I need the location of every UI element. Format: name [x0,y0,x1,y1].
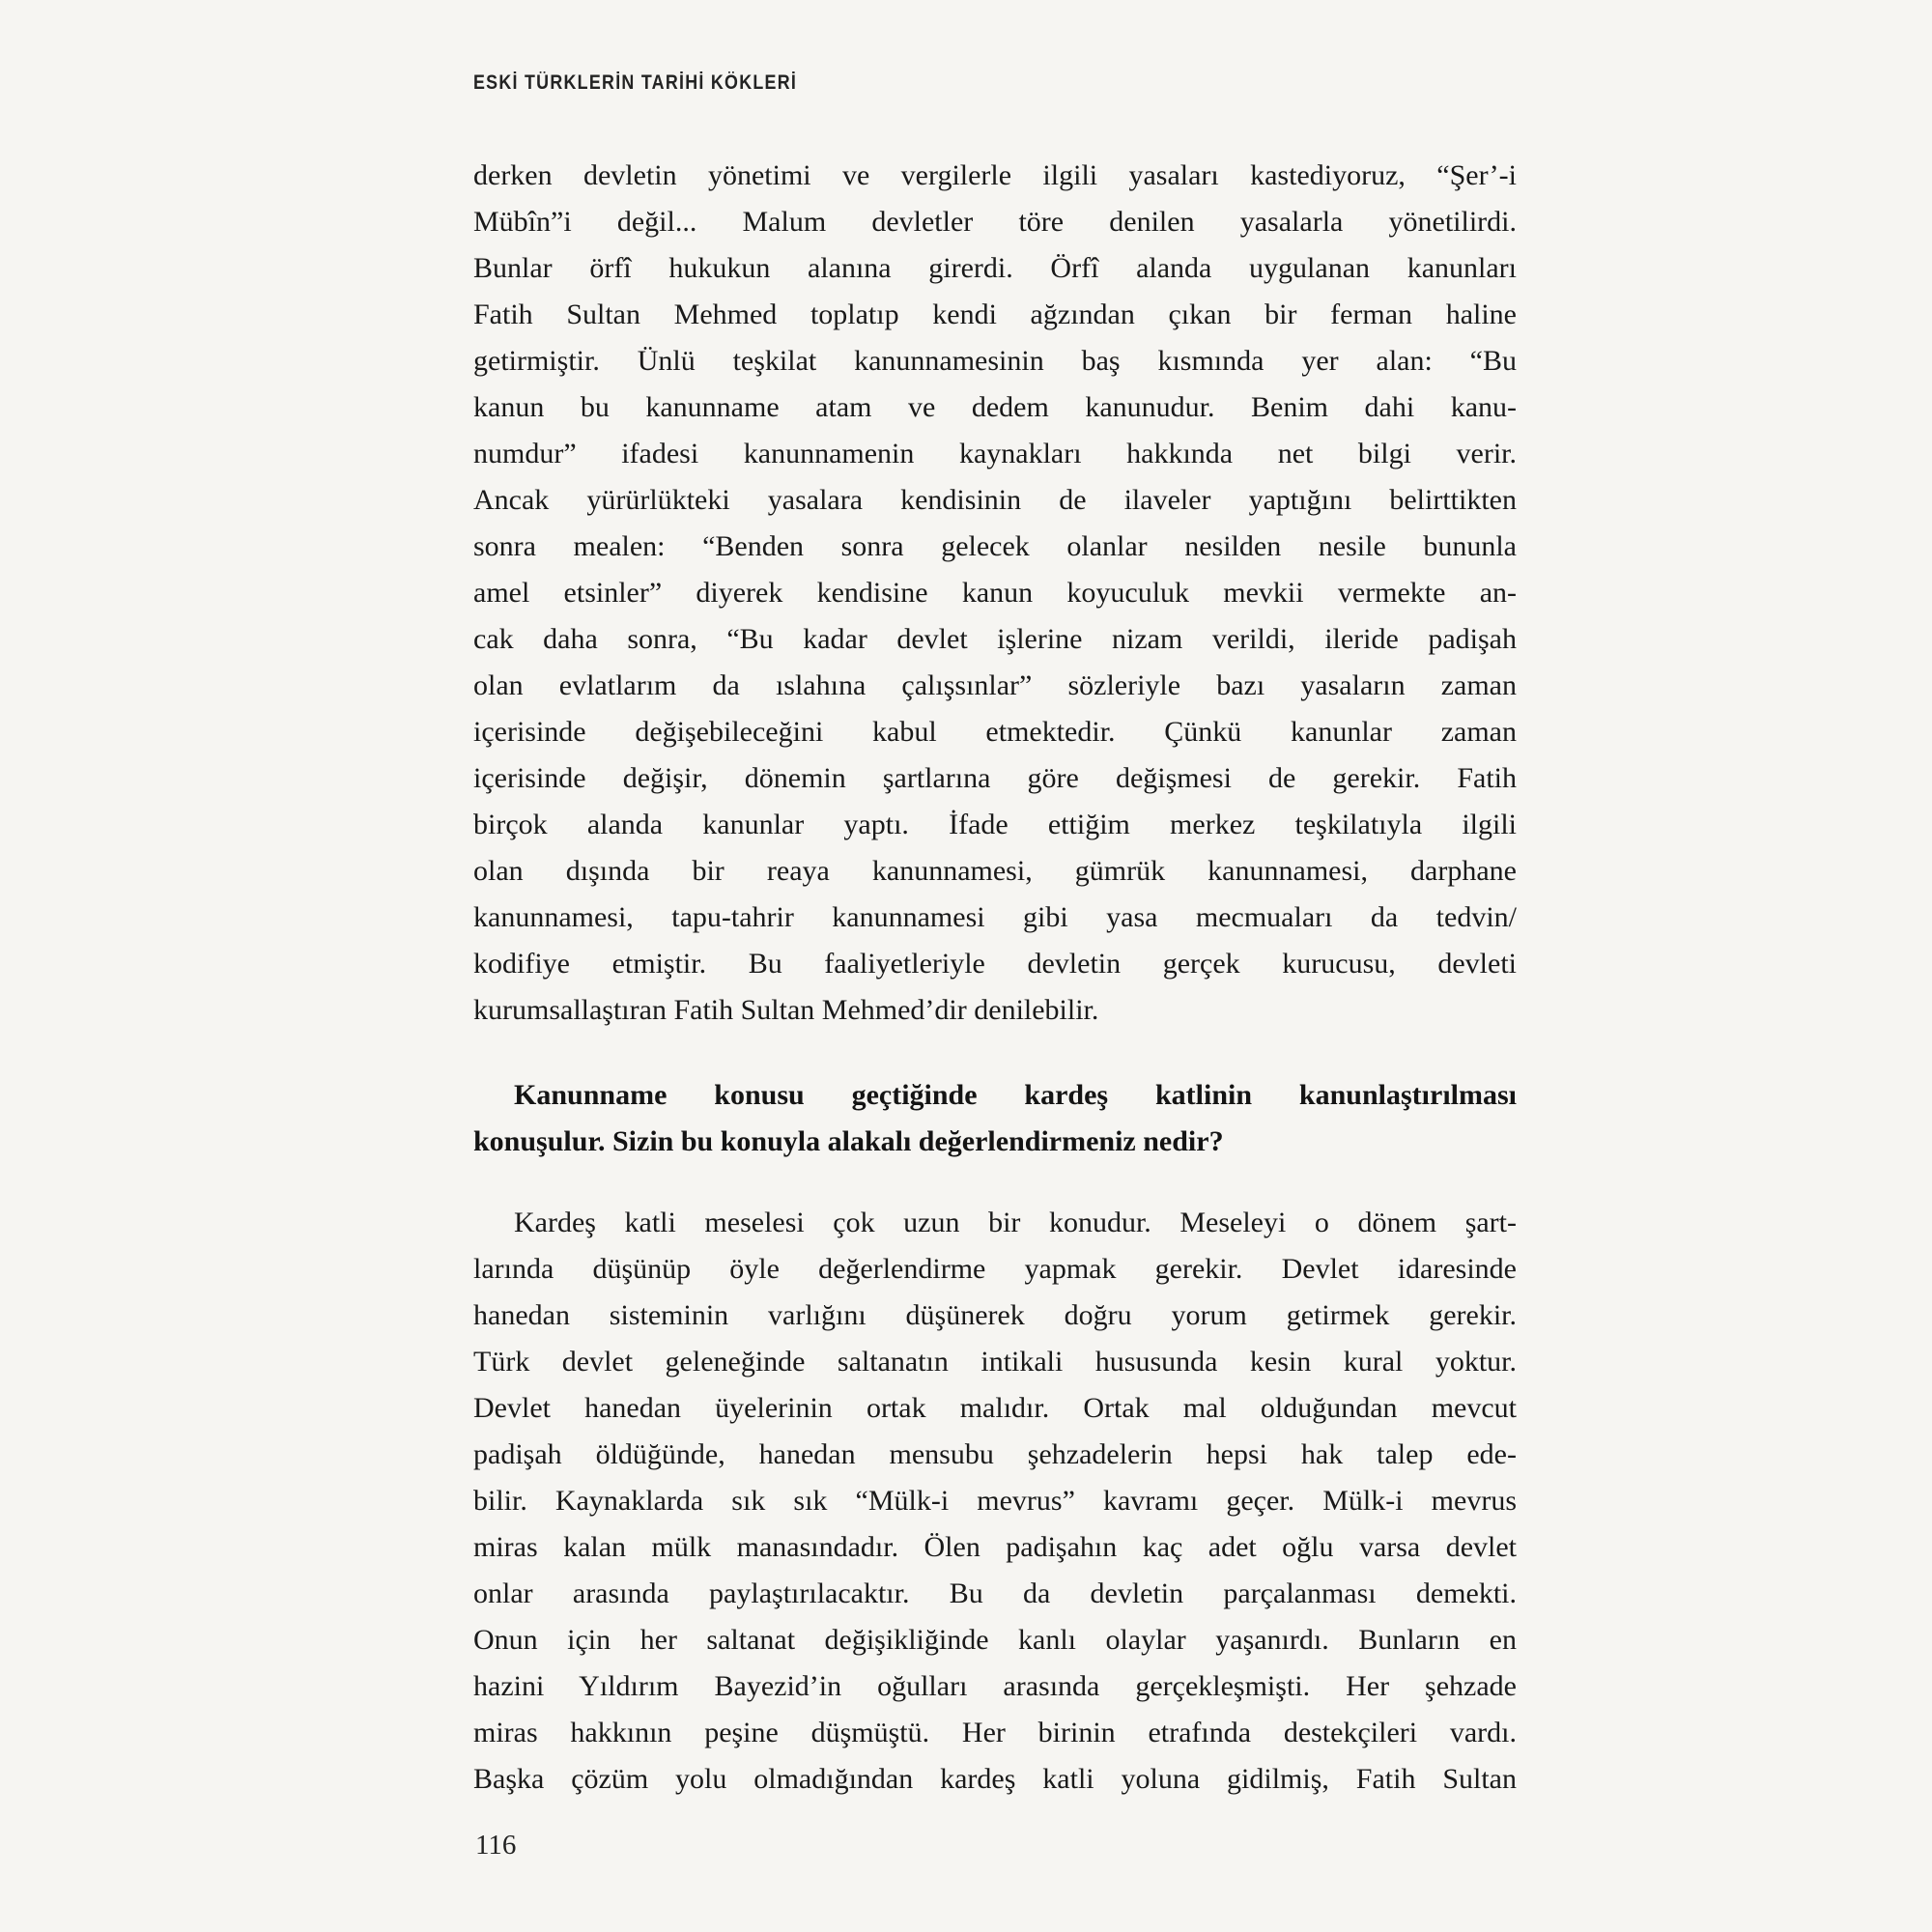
paragraph-continued [473,153,1517,1034]
answer-line: Başka çözüm yolu olmadığından kardeş katli yoluna gidilmiş, Fatih Sultan [473,1763,1517,1795]
text-line: kanun bu kanunname atam ve dedem kanunudur. Benim dahi kanu- [473,391,1517,423]
running-head: ESKİ TÜRKLERİN TARİHİ KÖKLERİ [473,71,798,94]
question-line: konuşulur. Sizin bu konuyla alakalı değerlendirmeniz nedir? [473,1125,1224,1157]
text-line: cak daha sonra, “Bu kadar devlet işlerine nizam verildi, ileride padişah [473,623,1517,655]
text-line: kanunnamesi, tapu-tahrir kanunnamesi gibi yasa mecmuaları da tedvin/ [473,901,1517,933]
text-line: amel etsinler” diyerek kendisine kanun koyuculuk mevkii vermekte an- [473,577,1517,609]
interview-question [473,1072,1517,1165]
text-line: Fatih Sultan Mehmed toplatıp kendi ağzından çıkan bir ferman haline [473,298,1517,330]
question-line: Kanunname konusu geçtiğinde kardeş katlinin kanunlaştırılması [514,1079,1517,1111]
text-line: kodifiye etmiştir. Bu faaliyetleriyle devletin gerçek kurucusu, devleti [473,948,1517,980]
answer-line: onlar arasında paylaştırılacaktır. Bu da devletin parçalanması demekti. [473,1577,1517,1609]
text-line: birçok alanda kanunlar yaptı. İfade ettiğim merkez teşkilatıyla ilgili [473,809,1517,840]
answer-line: bilir. Kaynaklarda sık sık “Mülk-i mevrus” kavramı geçer. Mülk-i mevrus [473,1485,1517,1517]
text-line: olan dışında bir reaya kanunnamesi, gümrük kanunnamesi, darphane [473,855,1517,887]
text-line: Ancak yürürlükteki yasalara kendisinin de ilaveler yaptığını belirttikten [473,484,1517,516]
text-line: getirmiştir. Ünlü teşkilat kanunnamesinin baş kısmında yer alan: “Bu [473,345,1517,377]
answer-line: Onun için her saltanat değişikliğinde kanlı olaylar yaşanırdı. Bunların en [473,1624,1517,1656]
answer-line: miras kalan mülk manasındadır. Ölen padişahın kaç adet oğlu varsa devlet [473,1531,1517,1563]
answer-line: Devlet hanedan üyelerinin ortak malıdır. Ortak mal olduğundan mevcut [473,1392,1517,1424]
answer-line: miras hakkının peşine düşmüştü. Her birinin etrafında destekçileri vardı. [473,1717,1517,1748]
page-number: 116 [475,1830,517,1861]
answer-line: Türk devlet geleneğinde saltanatın intikali hususunda kesin kural yoktur. [473,1346,1517,1378]
text-line: Mübîn”i değil... Malum devletler töre denilen yasalarla yönetilirdi. [473,206,1517,238]
answer-line: padişah öldüğünde, hanedan mensubu şehzadelerin hepsi hak talep ede- [473,1438,1517,1470]
text-line: kurumsallaştıran Fatih Sultan Mehmed’dir denilebilir. [473,994,1099,1026]
answer-line: hanedan sisteminin varlığını düşünerek doğru yorum getirmek gerekir. [473,1299,1517,1331]
text-line: numdur” ifadesi kanunnamenin kaynakları hakkında net bilgi verir. [473,438,1517,469]
text-line: içerisinde değişebileceğini kabul etmektedir. Çünkü kanunlar zaman [473,716,1517,748]
text-line: olan evlatlarım da ıslahına çalışsınlar” sözleriyle bazı yasaların zaman [473,669,1517,701]
answer-line: hazini Yıldırım Bayezid’in oğulları arasında gerçekleşmişti. Her şehzade [473,1670,1517,1702]
text-line: Bunlar örfî hukukun alanına girerdi. Örfî alanda uygulanan kanunları [473,252,1517,284]
interview-answer [473,1200,1517,1803]
answer-line: larında düşünüp öyle değerlendirme yapmak gerekir. Devlet idaresinde [473,1253,1517,1285]
text-line: derken devletin yönetimi ve vergilerle ilgili yasaları kastediyoruz, “Şer’-i [473,159,1517,191]
text-line: sonra mealen: “Benden sonra gelecek olanlar nesilden nesile bununla [473,530,1517,562]
text-line: içerisinde değişir, dönemin şartlarına göre değişmesi de gerekir. Fatih [473,762,1517,794]
text-column [473,71,1517,1803]
answer-line: Kardeş katli meselesi çok uzun bir konudur. Meseleyi o dönem şart- [514,1207,1517,1238]
